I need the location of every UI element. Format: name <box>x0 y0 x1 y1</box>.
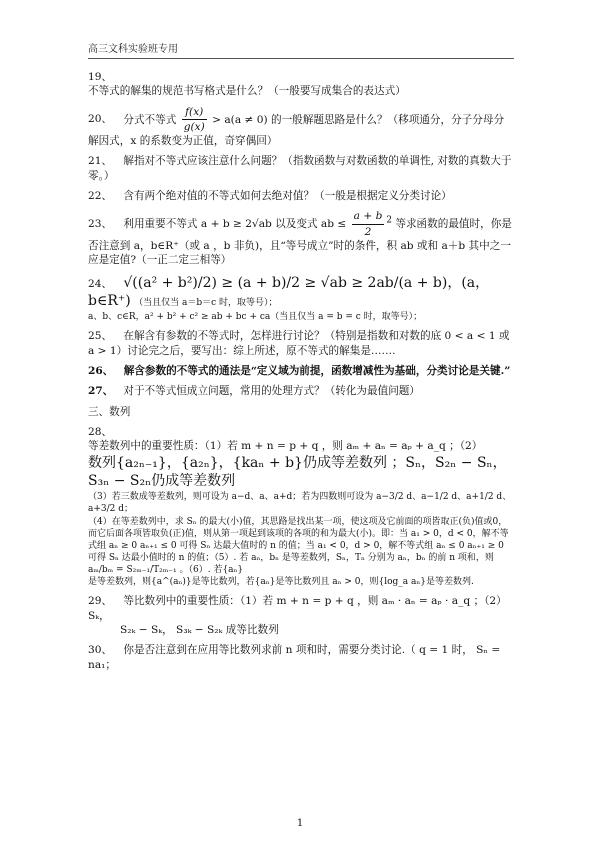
item-number: 29、 <box>88 595 113 608</box>
math-expression: > a(a ≠ 0) <box>212 113 268 126</box>
page-number: 1 <box>296 818 304 829</box>
item-text: 解指对不等式应该注意什么问题？（指数函数与对数函数的单调性, 对数的真数大于零。） <box>88 155 512 182</box>
item-23 <box>88 209 514 267</box>
fraction-numerator: f(x) <box>182 105 207 120</box>
item-text: 等求函数的最值时，你是否注意到 a，b∈R⁺（或 a ，b 非负)，且“等号成立”时的条件，积 ab 或和 a＋b 其中之一应是定值?（一正二定三相等） <box>88 218 512 267</box>
item-30 <box>88 643 514 672</box>
fraction <box>352 209 385 239</box>
page-header: 高三文科实验班专用 <box>88 44 178 55</box>
item-text: （4）在等差数列中，求 Sₙ 的最大(小)值，其思路是找出某一项，使这项及它前面的项皆取正(负)值或0，而它后面各项皆取负(正)值，则从第一项起到该项的各项的和为最大(小)。即：当 a₁ > 0，d < 0，解不等式组 aₙ ≥ 0 aₙ₊₁ ≤ 0 可得 Sₙ 达最大值时的 n 的值；当 a₁ < 0，d > 0，解不等式组 aₙ ≤ 0 aₙ₊₁ ≥ 0 可得 Sₙ 达最小值时的 n 的值；（5）. 若 aₙ，bₙ 是等差数列，Sₙ，Tₙ 分别为 aₙ，bₙ 的前 n 项和，则 aₘ/bₘ = S₂ₘ₋₁/T₂ₘ₋₁ 。（6）. 若{aₙ} <box>88 516 509 576</box>
fraction-denominator: g(x) <box>183 120 205 133</box>
item-29 <box>88 594 514 637</box>
item-text: 解含参数的不等式的通法是“定义域为前提，函数增减性为基础，分类讨论是关键.” <box>123 365 511 378</box>
page-body <box>88 70 514 678</box>
item-number: 26、 <box>88 365 114 378</box>
item-number: 28、 <box>88 425 113 438</box>
item-number: 22、 <box>88 190 113 203</box>
fraction-denominator: 2 <box>364 225 372 238</box>
item-number: 24、 <box>88 277 113 290</box>
item-text: 对于不等式恒成立问题，常用的处理方式？（转化为最值问题） <box>123 385 420 398</box>
item-text: 在解含有参数的不等式时，怎样进行讨论？（特别是指数和对数的底 0 < a < 1 或 a > 1）讨论完之后，要写出：综上所述，原不等式的解集是……. <box>88 330 510 357</box>
item-24 <box>88 274 514 324</box>
item-26 <box>88 364 514 378</box>
fraction-numerator: a + b <box>352 209 385 224</box>
item-text: 等差数列中的重要性质：（1）若 m + n = p + q ，则 aₘ + aₙ = aₚ + a_q ；（2） <box>88 440 483 453</box>
item-text: S₂ₖ − Sₖ， S₃ₖ − S₂ₖ 成等比数列 <box>120 624 279 637</box>
item-text: 是等差数列，则{a^(aₙ)}是等比数列，若{aₙ}是等比数列且 aₙ > 0，则{log_a aₙ}是等差数列. <box>88 577 474 588</box>
item-number: 23、 <box>88 218 113 231</box>
item-text: 利用重要不等式 a + b ≥ 2√ab 以及变式 ab ≤ <box>123 218 347 231</box>
exponent: 2 <box>386 215 392 226</box>
item-27 <box>88 384 514 398</box>
math-expression: 数列{a₂ₙ₋₁}，{a₂ₙ}，{kaₙ + b}仍成等差数列 ；Sₙ，S₂ₙ − Sₙ，S₃ₙ − S₂ₙ仍成等差数列 <box>88 454 507 490</box>
header-divider <box>88 58 514 59</box>
item-text: a、b、c∈R，a² + b² + c² ≥ ab + bc + ca（当且仅当 a = b = c 时，取等号）； <box>88 312 423 323</box>
item-number: 25、 <box>88 330 113 343</box>
item-text: 你是否注意到在应用等比数列求前 n 项和时，需要分类讨论.（ q = 1 时， Sₙ = na₁； <box>88 644 501 671</box>
item-number: 27、 <box>88 385 114 398</box>
item-text: 不等式的解集的规范书写格式是什么？（一般要写成集合的表达式） <box>88 85 406 98</box>
item-20 <box>88 105 514 149</box>
math-expression: √((a² + b²)/2) ≥ (a + b)/2 ≥ √ab ≥ 2ab/(a + b)，(a，b∈R⁺) <box>88 274 490 310</box>
item-19 <box>88 70 514 99</box>
section-heading: 三、数列 <box>88 405 131 418</box>
item-number: 30、 <box>88 644 113 657</box>
item-number: 19、 <box>88 71 113 83</box>
item-22 <box>88 189 514 203</box>
fraction <box>182 105 207 135</box>
item-text: 分式不等式 <box>123 113 177 126</box>
item-text: 等比数列中的重要性质：（1）若 m + n = p + q ，则 aₘ · aₙ = aₚ · a_q ；（2） Sₖ， <box>88 595 507 622</box>
item-text: 含有两个绝对值的不等式如何去绝对值？（一般是根据定义分类讨论） <box>123 190 452 203</box>
item-21 <box>88 154 514 183</box>
item-number: 21、 <box>88 155 113 168</box>
item-number: 20、 <box>88 113 113 126</box>
item-note: （当且仅当 a＝b＝c 时，取等号）； <box>134 298 278 309</box>
item-text: （3）若三数成等差数列，则可设为 a−d、a、a+d；若为四数则可设为 a−3/2 d、a−1/2 d、a+1/2 d、a+3/2 d； <box>88 492 512 515</box>
item-28 <box>88 425 514 589</box>
item-25 <box>88 329 514 358</box>
item-text: 的一般解题思路是什么？（移项通分，分子分母分解因式，x 的系数变为正值，奇穿偶回） <box>88 113 505 148</box>
